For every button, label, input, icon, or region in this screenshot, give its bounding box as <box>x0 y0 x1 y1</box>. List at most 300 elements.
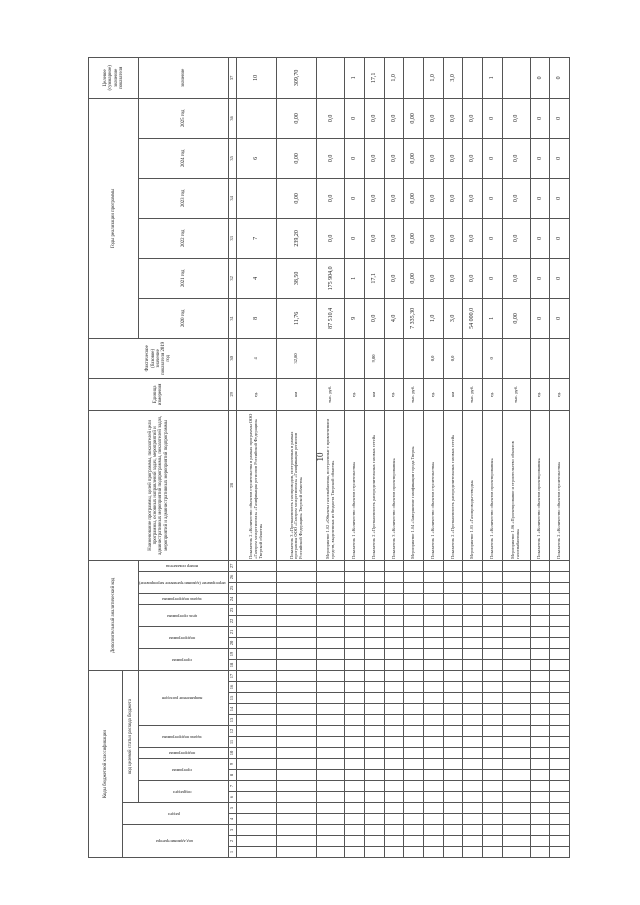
code-cell <box>502 582 530 593</box>
budget-group-header: Коды бюджетной классификации <box>89 670 123 857</box>
code-cell <box>483 847 503 858</box>
code-cell <box>317 670 345 681</box>
code-cell <box>364 759 384 770</box>
code-cell <box>483 648 503 659</box>
code-cell <box>277 814 317 825</box>
code-cell <box>364 847 384 858</box>
code-cell <box>404 748 424 759</box>
column-number: 12 <box>228 726 236 737</box>
row-total: 1 <box>483 57 503 98</box>
column-number: 10 <box>228 748 236 759</box>
code-cell <box>404 836 424 847</box>
code-cell <box>530 847 550 858</box>
column-number-row <box>228 57 236 857</box>
code-cell <box>443 847 463 858</box>
code-cell <box>277 693 317 704</box>
column-number: 2 <box>228 836 236 847</box>
code-cell <box>550 704 570 715</box>
code-cell <box>463 814 483 825</box>
year-value: 0,0 <box>502 138 530 178</box>
table-row <box>483 57 503 857</box>
code-cell <box>424 704 444 715</box>
code-cell <box>384 626 404 637</box>
code-cell <box>364 582 384 593</box>
code-cell <box>317 737 345 748</box>
code-cell <box>404 715 424 726</box>
budget-col-subprogram: подпрограмма <box>169 751 196 757</box>
row-unit: км <box>364 378 384 410</box>
code-cell <box>463 792 483 803</box>
code-cell <box>384 659 404 670</box>
year-value: 38,50 <box>277 258 317 298</box>
code-cell <box>443 604 463 615</box>
code-cell <box>424 792 444 803</box>
year-value: 0,00 <box>277 98 317 138</box>
code-cell <box>443 560 463 571</box>
row-fin: 4 <box>236 338 276 378</box>
rotated-table-container <box>88 65 570 858</box>
code-cell <box>317 604 345 615</box>
code-cell <box>483 737 503 748</box>
code-cell <box>550 781 570 792</box>
analytic-col-program: программа <box>172 657 193 663</box>
row-total: 0 <box>530 57 550 98</box>
row-name: Показатель 1 «Количество объектов строительства» <box>424 410 444 560</box>
rotated-page <box>88 65 570 858</box>
year-value: 8 <box>236 298 276 338</box>
year-value: 0,0 <box>502 178 530 218</box>
code-cell <box>530 593 550 604</box>
code-cell <box>345 825 365 836</box>
code-cell <box>345 637 365 648</box>
code-cell <box>384 792 404 803</box>
column-number: 18 <box>228 659 236 670</box>
code-cell <box>317 836 345 847</box>
code-cell <box>530 748 550 759</box>
code-cell <box>424 682 444 693</box>
year-value: 0,0 <box>463 98 483 138</box>
column-number: 4 <box>228 814 236 825</box>
code-cell <box>364 715 384 726</box>
year-value: 0,0 <box>463 178 483 218</box>
code-cell <box>277 682 317 693</box>
code-cell <box>550 626 570 637</box>
code-cell <box>236 737 276 748</box>
code-cell <box>277 615 317 626</box>
code-cell <box>424 560 444 571</box>
year-value: 0,00 <box>404 138 424 178</box>
year-value: 0 <box>345 178 365 218</box>
code-cell <box>404 604 424 615</box>
row-name: Показатель 2 «Количество объектов строительства» <box>550 410 570 560</box>
column-number: 8 <box>228 770 236 781</box>
analytic-col-indicator: номер показателя <box>166 564 199 570</box>
target-code-header: код целевой статьи расхода бюджета <box>123 670 139 802</box>
year-value: 0 <box>550 98 570 138</box>
code-cell <box>345 704 365 715</box>
code-cell <box>502 792 530 803</box>
code-cell <box>463 847 483 858</box>
column-number: 30 <box>228 338 236 378</box>
code-cell <box>317 593 345 604</box>
code-cell <box>345 737 365 748</box>
code-cell <box>483 560 503 571</box>
table-row <box>236 57 276 857</box>
table-row <box>463 57 483 857</box>
year-value: 0 <box>345 218 365 258</box>
code-cell <box>404 847 424 858</box>
code-cell <box>277 704 317 715</box>
code-cell <box>530 792 550 803</box>
code-cell <box>384 836 404 847</box>
code-cell <box>404 582 424 593</box>
row-fin: 0,0 <box>424 338 444 378</box>
code-cell <box>483 604 503 615</box>
year-value: 0,0 <box>364 98 384 138</box>
code-cell <box>384 726 404 737</box>
code-cell <box>345 659 365 670</box>
code-cell <box>404 759 424 770</box>
code-cell <box>550 803 570 814</box>
code-cell <box>550 670 570 681</box>
code-cell <box>424 836 444 847</box>
code-cell <box>463 571 483 582</box>
code-cell <box>502 770 530 781</box>
target-group-header: Целевое (суммарное) значение показателя <box>89 57 139 98</box>
code-cell <box>345 836 365 847</box>
code-cell <box>364 604 384 615</box>
code-cell <box>364 560 384 571</box>
code-cell <box>404 571 424 582</box>
year-value: 0 <box>550 218 570 258</box>
code-cell <box>550 571 570 582</box>
code-cell <box>463 748 483 759</box>
column-number: 32 <box>228 258 236 298</box>
row-unit: ед. <box>236 378 276 410</box>
code-cell <box>502 670 530 681</box>
code-cell <box>530 615 550 626</box>
code-cell <box>483 803 503 814</box>
code-cell <box>384 781 404 792</box>
code-cell <box>550 693 570 704</box>
row-total: 1,0 <box>384 57 404 98</box>
code-cell <box>550 726 570 737</box>
code-cell <box>236 781 276 792</box>
year-value: 0,00 <box>277 178 317 218</box>
column-number: 6 <box>228 792 236 803</box>
column-number: 36 <box>228 98 236 138</box>
row-fin: 0 <box>483 338 503 378</box>
code-cell <box>404 615 424 626</box>
code-cell <box>317 693 345 704</box>
code-cell <box>424 748 444 759</box>
year-value: 0 <box>550 138 570 178</box>
code-cell <box>317 770 345 781</box>
budget-col-task: задача подпрограммы <box>162 734 203 740</box>
code-cell <box>345 648 365 659</box>
row-unit: км <box>443 378 463 410</box>
code-cell <box>236 759 276 770</box>
row-total <box>463 57 483 98</box>
code-cell <box>502 814 530 825</box>
code-cell <box>550 715 570 726</box>
code-cell <box>236 847 276 858</box>
code-cell <box>404 648 424 659</box>
column-number: 21 <box>228 626 236 637</box>
code-cell <box>463 682 483 693</box>
code-cell <box>345 582 365 593</box>
code-cell <box>502 560 530 571</box>
code-cell <box>277 781 317 792</box>
code-cell <box>384 615 404 626</box>
code-cell <box>364 792 384 803</box>
code-cell <box>463 604 483 615</box>
row-total: 1,0 <box>424 57 444 98</box>
code-cell <box>404 670 424 681</box>
budget-col-subsection: подраздел <box>173 789 192 795</box>
row-fin <box>404 338 424 378</box>
value-header: значение <box>139 57 229 98</box>
year-value: 0 <box>530 298 550 338</box>
code-cell <box>317 659 345 670</box>
code-cell <box>443 615 463 626</box>
code-cell <box>443 582 463 593</box>
code-cell <box>483 693 503 704</box>
row-name: Показатель 2 «Протяженность распределительных газовых сетей» <box>443 410 463 560</box>
code-cell <box>277 593 317 604</box>
code-cell <box>530 726 550 737</box>
table-row <box>364 57 384 857</box>
code-cell <box>384 704 404 715</box>
code-cell <box>463 770 483 781</box>
table-row <box>502 57 530 857</box>
code-cell <box>236 715 276 726</box>
code-cell <box>502 781 530 792</box>
code-cell <box>424 571 444 582</box>
code-cell <box>443 803 463 814</box>
code-cell <box>384 748 404 759</box>
code-cell <box>463 704 483 715</box>
year-value: 0,0 <box>317 218 345 258</box>
code-cell <box>384 682 404 693</box>
year-value: 0,0 <box>364 218 384 258</box>
column-number: 15 <box>228 693 236 704</box>
code-cell <box>530 825 550 836</box>
code-cell <box>424 803 444 814</box>
code-cell <box>550 847 570 858</box>
code-cell <box>236 670 276 681</box>
year-value: 0 <box>530 218 550 258</box>
code-cell <box>443 825 463 836</box>
code-cell <box>317 626 345 637</box>
year-header-2023: 2023 год <box>139 178 229 218</box>
column-number: 28 <box>228 410 236 560</box>
code-cell <box>364 670 384 681</box>
code-cell <box>277 604 317 615</box>
code-cell <box>463 781 483 792</box>
row-name: Показатель 1 «Количество объектов проектирования» <box>530 410 550 560</box>
row-fin <box>317 338 345 378</box>
code-cell <box>530 803 550 814</box>
code-cell <box>277 748 317 759</box>
code-cell <box>364 637 384 648</box>
code-cell <box>530 604 550 615</box>
code-cell <box>483 582 503 593</box>
code-cell <box>345 682 365 693</box>
code-cell <box>530 637 550 648</box>
code-cell <box>236 637 276 648</box>
year-value: 0,0 <box>364 178 384 218</box>
code-cell <box>424 648 444 659</box>
code-cell <box>502 737 530 748</box>
year-value: 0 <box>483 258 503 298</box>
year-value: 0,0 <box>502 258 530 298</box>
code-cell <box>443 682 463 693</box>
code-cell <box>236 704 276 715</box>
code-cell <box>345 759 365 770</box>
code-cell <box>550 604 570 615</box>
year-value: 0,00 <box>502 298 530 338</box>
code-cell <box>236 770 276 781</box>
code-cell <box>530 626 550 637</box>
code-cell <box>364 825 384 836</box>
year-value: 0,00 <box>404 98 424 138</box>
table-row <box>384 57 404 857</box>
code-cell <box>530 836 550 847</box>
code-cell <box>483 615 503 626</box>
year-value: 11,76 <box>277 298 317 338</box>
year-header-2025: 2025 год <box>139 98 229 138</box>
code-cell <box>345 770 365 781</box>
code-cell <box>317 792 345 803</box>
column-number: 5 <box>228 803 236 814</box>
code-cell <box>483 593 503 604</box>
year-value: 0 <box>550 178 570 218</box>
code-cell <box>483 637 503 648</box>
row-name: Мероприятие 1.06 «Проектирование и строительство объектов газоснабжения» <box>502 410 530 560</box>
code-cell <box>236 659 276 670</box>
row-name: Показатель 2 «Протяженность распределительных газовых сетей» <box>364 410 384 560</box>
code-cell <box>404 814 424 825</box>
year-value: 0,0 <box>443 138 463 178</box>
row-fin <box>463 338 483 378</box>
year-value: 175 904,0 <box>317 258 345 298</box>
column-number: 29 <box>228 378 236 410</box>
year-header-2021: 2021 год <box>139 258 229 298</box>
code-cell <box>483 792 503 803</box>
table-row <box>345 57 365 857</box>
column-number: 11 <box>228 737 236 748</box>
column-number: 27 <box>228 560 236 571</box>
row-unit: ед. <box>483 378 503 410</box>
code-cell <box>317 803 345 814</box>
code-cell <box>277 792 317 803</box>
code-cell <box>277 582 317 593</box>
year-header-2022: 2022 год <box>139 218 229 258</box>
code-cell <box>364 693 384 704</box>
code-cell <box>404 682 424 693</box>
table-row <box>443 57 463 857</box>
code-cell <box>550 560 570 571</box>
code-cell <box>424 847 444 858</box>
table-row <box>550 57 570 857</box>
year-value: 17,1 <box>364 258 384 298</box>
code-cell <box>424 737 444 748</box>
code-cell <box>384 737 404 748</box>
row-fin <box>345 338 365 378</box>
code-cell <box>502 571 530 582</box>
code-cell <box>463 836 483 847</box>
row-total: 1 <box>345 57 365 98</box>
code-cell <box>530 693 550 704</box>
year-value: 0 <box>530 178 550 218</box>
code-cell <box>345 615 365 626</box>
year-value: 0,0 <box>424 258 444 298</box>
code-cell <box>404 593 424 604</box>
code-cell <box>404 737 424 748</box>
year-value: 0 <box>483 98 503 138</box>
row-fin: 0,0 <box>443 338 463 378</box>
table-row <box>424 57 444 857</box>
code-cell <box>384 847 404 858</box>
code-cell <box>236 814 276 825</box>
row-total: 309,70 <box>277 57 317 98</box>
code-cell <box>463 648 483 659</box>
row-fin: 32,80 <box>277 338 317 378</box>
code-cell <box>502 637 530 648</box>
budget-col-direction: направление расходов <box>162 696 203 702</box>
code-cell <box>530 659 550 670</box>
code-cell <box>384 582 404 593</box>
code-cell <box>483 682 503 693</box>
year-value: 0,0 <box>384 98 404 138</box>
years-group-header: Годы реализации программы <box>89 98 139 338</box>
year-value: 0,0 <box>463 138 483 178</box>
column-number: 25 <box>228 582 236 593</box>
code-cell <box>317 759 345 770</box>
code-cell <box>502 715 530 726</box>
code-cell <box>345 571 365 582</box>
row-unit: ед. <box>345 378 365 410</box>
year-value: 1 <box>345 258 365 298</box>
column-number: 20 <box>228 637 236 648</box>
code-cell <box>345 715 365 726</box>
row-total: 3,0 <box>443 57 463 98</box>
code-cell <box>530 715 550 726</box>
row-fin <box>530 338 550 378</box>
code-cell <box>550 737 570 748</box>
code-cell <box>550 759 570 770</box>
code-cell <box>236 593 276 604</box>
code-cell <box>550 593 570 604</box>
code-cell <box>345 748 365 759</box>
code-cell <box>483 571 503 582</box>
code-cell <box>236 792 276 803</box>
code-cell <box>530 682 550 693</box>
code-cell <box>236 571 276 582</box>
year-value: 7 <box>236 218 276 258</box>
row-unit: ед. <box>530 378 550 410</box>
code-cell <box>483 726 503 737</box>
code-cell <box>443 748 463 759</box>
code-cell <box>463 670 483 681</box>
code-cell <box>317 615 345 626</box>
code-cell <box>443 792 463 803</box>
row-fin <box>502 338 530 378</box>
year-value: 0,00 <box>277 138 317 178</box>
row-total: 17,1 <box>364 57 384 98</box>
budget-col-program: программа <box>172 767 193 773</box>
